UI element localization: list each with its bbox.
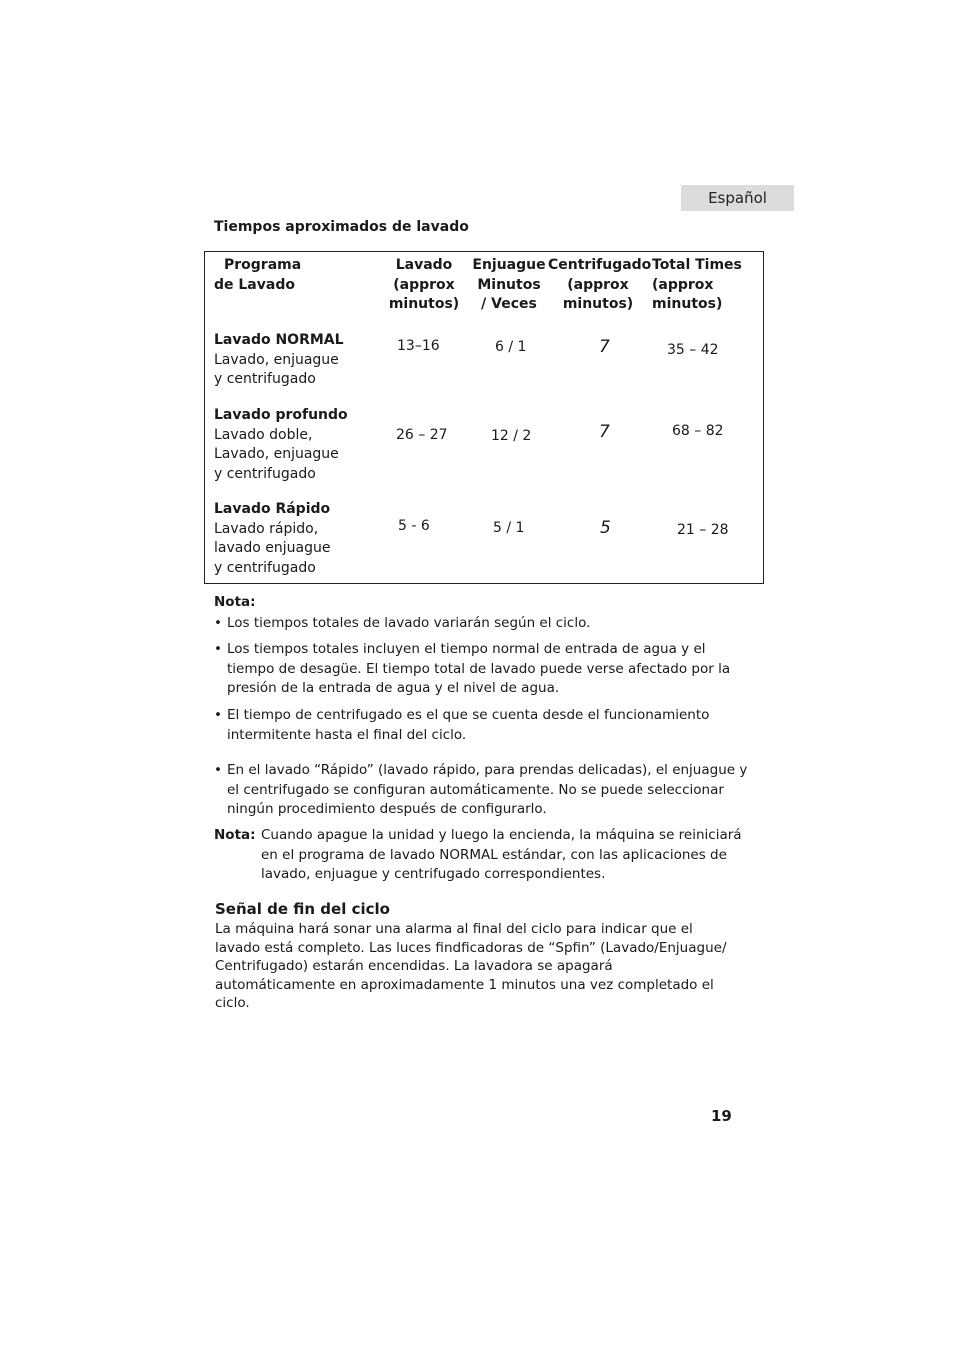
header-program — [214, 256, 301, 295]
header-rinse — [470, 256, 548, 315]
header-rinse-line1: Enjuague — [472, 257, 546, 273]
row-total-value: 68 – 82 — [672, 423, 724, 439]
row-wash-value: 26 – 27 — [396, 427, 448, 443]
row-desc-line: Lavado rápido, — [214, 520, 319, 537]
bullet-icon: • — [214, 615, 222, 631]
header-spin-line2: (approx — [567, 276, 629, 293]
bullet-icon: • — [214, 762, 222, 778]
signal-body: La máquina hará sonar una alarma al final del ciclo para indicar que el lavado está completo. Las luces findficadoras de “Spfin” (Lavado/Enjuague/ Centrifugado) estarán encendidas. La lavadora se apagará automáticamente en aproximadamente 1 minutos una vez completado el ciclo. — [215, 921, 727, 1011]
section-title: Tiempos aproximados de lavado — [214, 219, 469, 235]
row-desc-line: Lavado doble, — [214, 426, 313, 443]
row-wash-value: 5 - 6 — [398, 518, 430, 534]
row-program-name: Lavado profundo — [214, 407, 348, 423]
page-number: 19 — [711, 1107, 732, 1125]
header-wash-line1: Lavado — [395, 257, 453, 273]
row-desc-line: y centrifugado — [214, 465, 316, 482]
header-program-line2: de Lavado — [214, 276, 295, 293]
bullet-text: En el lavado “Rápido” (lavado rápido, para prendas delicadas), el enjuague y el centrifugado se configuran automáticamente. No se puede seleccionar ningún procedimiento después de configurarlo. — [227, 762, 748, 817]
header-total-line1: Total Times — [652, 257, 742, 273]
bullet-text: Los tiempos totales incluyen el tiempo normal de entrada de agua y el tiempo de desagüe. El tiempo total de lavado puede verse afectado por la presión de la entrada de agua y el nivel de agua. — [227, 641, 731, 696]
header-total — [652, 256, 762, 315]
row-desc-line: Lavado, enjuague — [214, 351, 339, 368]
bullet-icon: • — [214, 641, 222, 657]
nota-reset-label: Nota: — [214, 827, 256, 843]
row-desc-line: y centrifugado — [214, 559, 316, 576]
row-wash-value: 13–16 — [397, 338, 440, 354]
row-spin-value: 7 — [599, 422, 610, 442]
table-row-name — [214, 406, 348, 484]
header-total-line3: minutos) — [652, 296, 723, 312]
row-desc-line: y centrifugado — [214, 371, 316, 387]
header-spin-line1: Centrifugado — [548, 257, 652, 273]
header-wash-line2: (approx — [393, 276, 455, 293]
signal-title: Señal de fin del ciclo — [215, 900, 390, 918]
row-spin-value: 5 — [600, 518, 611, 538]
header-total-line2: (approx — [652, 276, 714, 293]
row-desc-line: Lavado, enjuague — [214, 446, 339, 462]
row-desc-line: lavado enjuague — [214, 540, 331, 556]
bullet-icon: • — [214, 707, 222, 723]
header-program-line1: Programa — [224, 257, 302, 273]
row-rinse-value: 12 / 2 — [491, 428, 532, 444]
table-row-name — [214, 500, 330, 578]
row-spin-value: 7 — [599, 337, 610, 357]
nota-reset-text: Cuando apague la unidad y luego la encienda, la máquina se reiniciará en el programa de lavado NORMAL estándar, con las aplicaciones de lavado, enjuague y centrifugado correspondientes. — [261, 827, 742, 882]
header-spin — [548, 256, 652, 315]
header-rinse-line2: Minutos — [477, 276, 541, 293]
nota-label: Nota: — [214, 594, 256, 610]
row-program-name: Lavado Rápido — [214, 501, 331, 517]
row-total-value: 35 – 42 — [667, 342, 719, 358]
bullet-text: Los tiempos totales de lavado variarán según el ciclo. — [227, 615, 591, 631]
header-rinse-line3: / Veces — [481, 296, 537, 312]
table-row-name — [214, 331, 344, 390]
header-spin-line3: minutos) — [562, 296, 634, 312]
row-rinse-value: 5 / 1 — [493, 520, 525, 536]
row-program-name: Lavado NORMAL — [214, 332, 344, 348]
row-rinse-value: 6 / 1 — [495, 339, 527, 355]
row-total-value: 21 – 28 — [677, 522, 729, 538]
header-wash-line3: minutos) — [388, 296, 460, 312]
header-wash — [384, 256, 464, 315]
language-tab: Español — [681, 185, 794, 211]
bullet-text: El tiempo de centrifugado es el que se cuenta desde el funcionamiento intermitente hasta el final del ciclo. — [227, 707, 710, 743]
